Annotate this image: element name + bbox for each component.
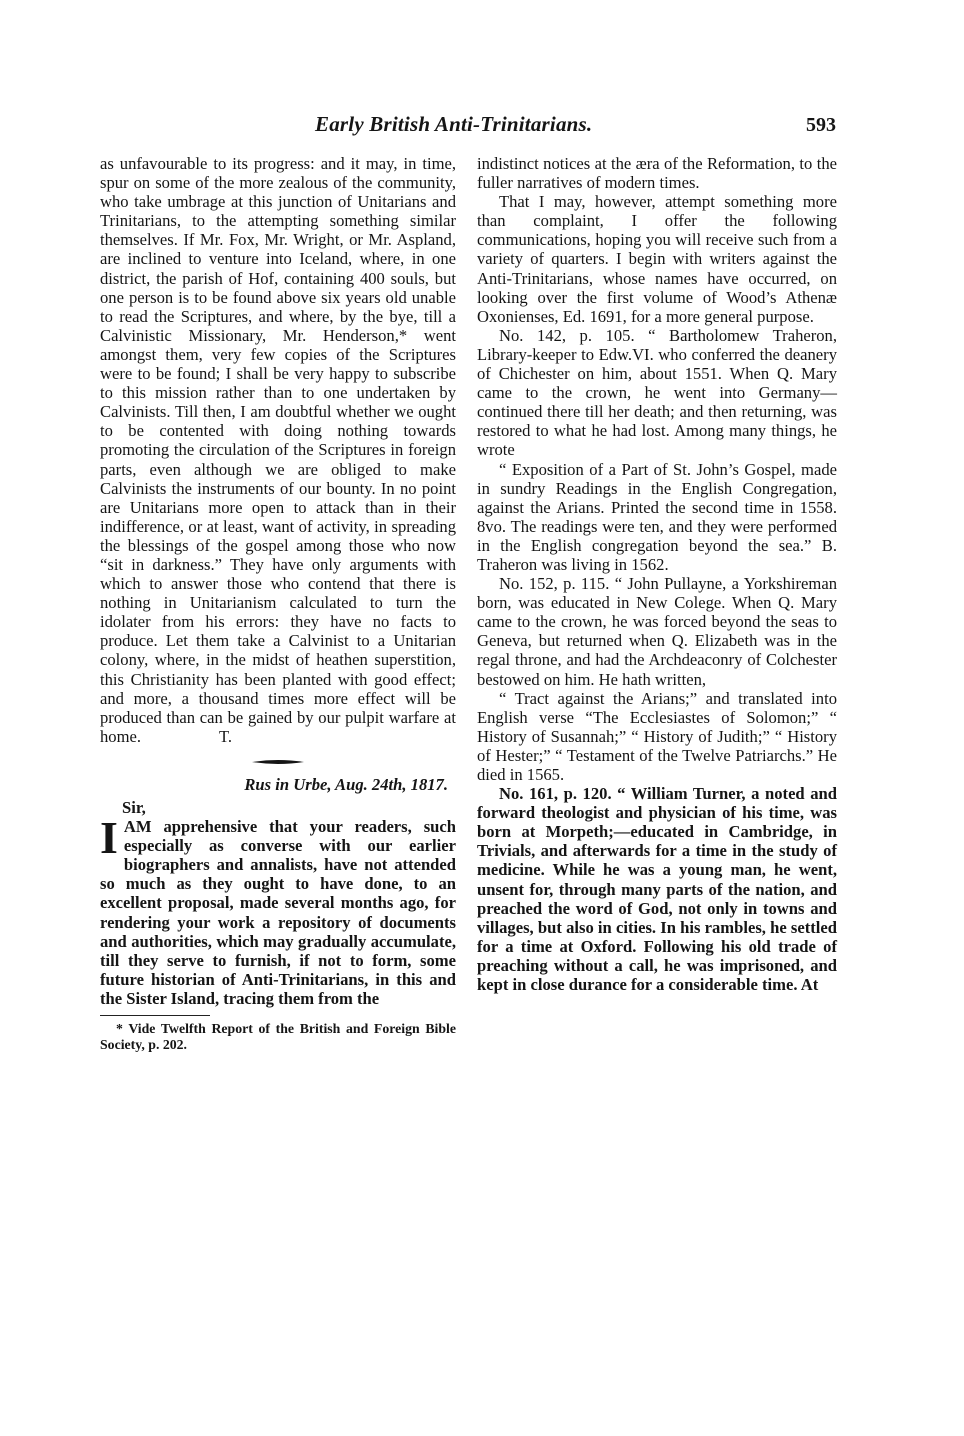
right-paragraph-4: “ Exposition of a Part of St. John’s Gospel, made in sundry Readings in the English Congregation, against the Arians. Printed the second time in 1558. 8vo. The readings were ten, and they were performed in the English congregation beyond the sea.” B. Traheron was living in 1562. [477,459,837,574]
footnote: * Vide Twelfth Report of the British and Foreign Bible Society, p. 202. [100,1021,456,1053]
salutation: Sir, [122,798,146,817]
right-paragraph-1: indistinct notices at the æra of the Reformation, to the fuller narratives of modern times. [477,154,837,193]
right-paragraph-6: “ Tract against the Arians;” and translated into English verse “The Ecclesiastes of Solomon;” “ History of Susannah;” “ History of Judith;” “ History of Hester;” “ Testament of the Twelve Patriarchs.” He died in 1565. [477,688,837,784]
left-column [100,154,456,1053]
ornamental-rule-icon [252,759,304,765]
running-title: Early British Anti-Trinitarians. [315,112,593,136]
left-paragraph-2 [100,812,456,1008]
left-paragraph-1 [100,154,456,746]
right-paragraph-2: That I may, however, attempt something more than complaint, I offer the following communications, hoping you will receive such from a variety of quarters. I begin with writers against the Anti-Trinitarians, whose names have occurred, on looking over the first volume of Wood’s Athenæ Oxonienses, Ed. 1691, for a more general purpose. [477,192,837,326]
right-paragraph-7: No. 161, p. 120. “ William Turner, a noted and forward theologist and physician of his time, was born at Morpeth;—educated in Cambridge, in Trivials, and afterwards for a time in the study of medicine. While he was a young man, he went, unsent for, through many parts of the nation, and preached the word of God, not only in towns and villages, but also in cities. In his rambles, he settled for a time at Oxford. Following his old trade of preaching without a call, he was imprisoned, and kept in close durance for a considerable time. At [477,784,837,995]
right-paragraph-3: No. 142, p. 105. “ Bartholomew Traheron, Library-keeper to Edw.VI. who conferred the deanery of Chichester on him, about 1551. When Q. Mary came to the crown, he went into Germany—continued there till her death; and then returning, was restored to what he had lost. Among many things, he wrote [477,325,837,460]
page-number: 593 [806,114,836,136]
signature: T. [219,726,233,746]
footnote-separator [100,1015,210,1016]
left-paragraph-1-text: as unfavourable to its progress: and it may, in time, spur on some of the more zealous of the community, who take umbrage at this junction of Unitarians and Trinitarians, to the attempting something similar themselves. If Mr. Fox, Mr. Wright, or Mr. Aspland, are inclined to venture into Iceland, where, in one district, the parish of Hof, containing 400 souls, but one person is to be found above six years old unable to read the Scriptures, and where, by the bye, till a Calvinistic Missionary, Mr. Henderson,* went amongst them, very few copies of the Scriptures were to be found; I shall be very happy to subscribe to this mission rather than to one undertaken by Calvinists. Till then, I am doubtful whether we ought to be contented with doing nothing towards promoting the circulation of the Scriptures in foreign parts, even although we are obliged to make Calvinists the instruments of our bounty. In no point are Unitarians more open to attack than in their indifference, or at least, want of activity, in spreading the blessings of the gospel among those who now “sit in darkness.” They have only arguments with which to answer those who contend that there is nothing in Unitarianism calculated to turn the idolater from his errors: they have no facts to produce. Let them take a Calvinist to a Unitarian colony, where, in the midst of heathen superstition, this Christianity has been planted with good effect; and more, a thousand times more effect will be produced than can be gained by our pulpit warfare at home. [100,154,456,746]
left-paragraph-2-text: AM apprehensive that your readers, such especially as converse with our earlier biographers and annalists, have not attended so much as they ought to have done, to an excellent proposal, made several months ago, for rendering your work a repository of documents and authorities, which may gradually accumulate, till they serve to furnish, if not to form, some future historian of Anti-Trinitarians, in this and the Sister Island, tracing them from the [100,817,456,1008]
dateline: Rus in Urbe, Aug. 24th, 1817. [244,774,448,794]
drop-cap: I [100,812,118,864]
right-paragraph-5: No. 152, p. 115. “ John Pullayne, a Yorkshireman born, was educated in New Colege. When Q. Mary came to the crown, he was forced beyond the seas to Geneva, but returned when Q. Elizabeth was in the regal throne, and had the Archdeaconry of Colchester bestowed on him. He hath written, [477,574,837,689]
running-head [100,112,836,140]
right-column [477,154,837,994]
